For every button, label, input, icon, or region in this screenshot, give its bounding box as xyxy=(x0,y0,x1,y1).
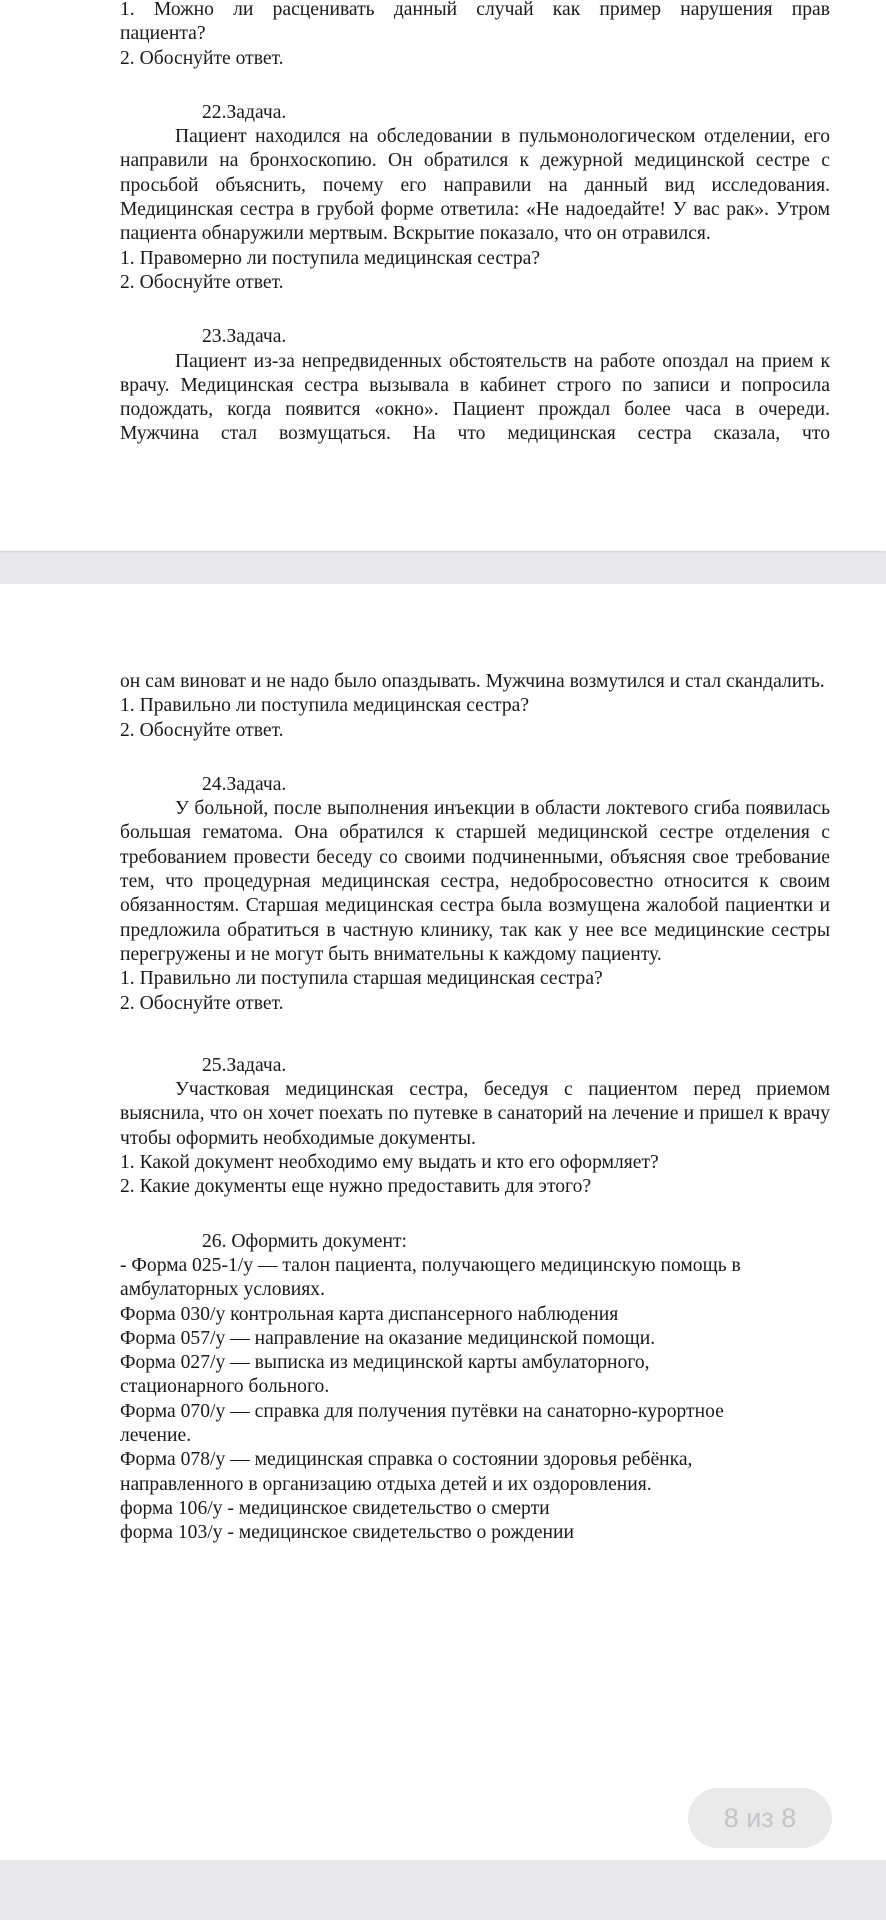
task-heading: 22.Задача. xyxy=(202,101,287,123)
task-question: 2. Какие документы еще нужно предоставить для этого? xyxy=(120,1176,592,1198)
form-item: форма 103/у - медицинское свидетельство о рождении xyxy=(120,1522,575,1544)
question-line: 1. Можно ли расценивать данный случай как пример нарушения прав xyxy=(120,0,830,20)
task-body: Пациент находился на обследовании в пульмонологическом отделении, его направили на бронхоскопию. Он обратился к дежурной медицинской сестре с просьбой объяснить, почему его направили на данный вид исследования. Медицинская сестра в грубой форме ответила: «Не надоедайте! У вас рак». Утром пациента обнаружили мертвым. Вскрытие показало, что он отравился. xyxy=(120,126,830,245)
page-text xyxy=(120,670,830,1546)
task-question: 1. Правомерно ли поступила медицинская сестра? xyxy=(120,247,541,269)
task-heading: 25.Задача. xyxy=(202,1054,287,1076)
page-counter: 8 из 8 xyxy=(688,1788,832,1848)
form-item: - Форма 025-1/у — талон пациента, получающего медицинскую помощь в амбулаторных условиях. xyxy=(120,1254,741,1301)
form-item: Форма 057/у — направление на оказание медицинской помощи. xyxy=(120,1327,656,1349)
form-item: Форма 070/у — справка для получения путёвки на санаторно-курортное лечение. xyxy=(120,1400,724,1447)
document-page xyxy=(0,584,886,1860)
form-item: Форма 027/у — выписка из медицинской карты амбулаторного, стационарного больного. xyxy=(120,1352,650,1398)
viewer-background xyxy=(0,1860,886,1920)
task-question: 1. Правильно ли поступила старшая медицинская сестра? xyxy=(120,968,603,990)
task-body: он сам виноват и не надо было опаздывать. Мужчина возмутился и стал скандалить. xyxy=(120,671,825,692)
task-body: Участковая медицинская сестра, беседуя с пациентом перед приемом выяснила, что он хочет поехать по путевке в санаторий на лечение и пришел к врачу чтобы оформить необходимые документы. xyxy=(120,1079,830,1149)
task-question: 1. Какой документ необходимо ему выдать и кто его оформляет? xyxy=(120,1152,659,1174)
page-text xyxy=(120,0,830,447)
task-question: 2. Обоснуйте ответ. xyxy=(120,719,284,741)
document-page xyxy=(0,0,886,551)
form-item: Форма 030/у контрольная карта диспансерного наблюдения xyxy=(120,1303,619,1325)
task-heading: 24.Задача. xyxy=(202,773,287,795)
task-body: Пациент из-за непредвиденных обстоятельств на работе опоздал на прием к врачу. Медицинская сестра вызывала в кабинет строго по записи и попросила подождать, когда появится «окно». Пациент прождал более часа в очереди. Мужчина стал возмущаться. На что медицинская сестра сказала, что xyxy=(120,350,830,445)
task-question: 2. Обоснуйте ответ. xyxy=(120,271,284,293)
form-item: форма 106/у - медицинское свидетельство о смерти xyxy=(120,1497,550,1519)
task-heading: 26. Оформить документ: xyxy=(202,1230,407,1252)
task-question: 1. Правильно ли поступила медицинская сестра? xyxy=(120,695,530,717)
form-item: Форма 078/у — медицинская справка о состоянии здоровья ребёнка, направленного в организацию отдыха детей и их оздоровления. xyxy=(120,1449,693,1495)
task-question: 2. Обоснуйте ответ. xyxy=(120,992,284,1014)
task-heading: 23.Задача. xyxy=(202,326,287,348)
question-line: пациента? xyxy=(120,23,206,45)
task-body: У больной, после выполнения инъекции в области локтевого сгиба появилась большая гематома. Она обратился к старшей медицинской сестре отделения с требованием провести беседу со своими подчиненными, объясняя свое требование тем, что процедурная медицинская сестра, недобросовестно относится к своим обязанностям. Старшая медицинская сестра была возмущена жалобой пациентки и предложила обратиться в частную клинику, так как у нее все медицинские сестры перегружены и не могут быть внимательны к каждому пациенту. xyxy=(120,798,830,965)
question-line: 2. Обоснуйте ответ. xyxy=(120,47,284,69)
